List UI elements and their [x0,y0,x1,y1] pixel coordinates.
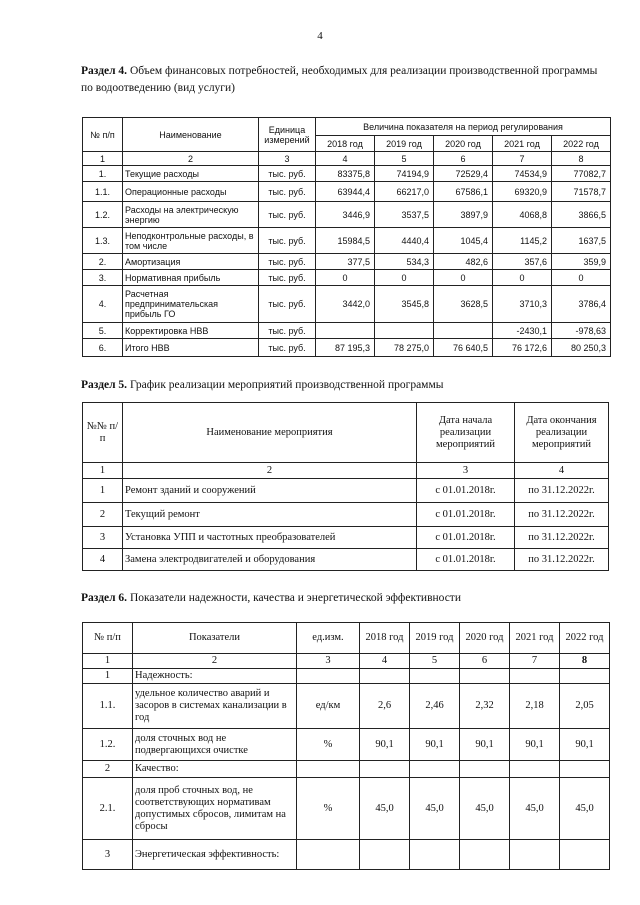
header-year: 2019 год [375,136,434,152]
row-value: 2,6 [360,684,410,729]
row-value: 357,6 [493,254,552,270]
table-row [83,761,610,778]
row-value: 45,0 [460,778,510,840]
header-year: 2022 год [560,623,610,654]
row-value: 2,32 [460,684,510,729]
row-start: с 01.01.2018г. [417,503,515,527]
row-value: 72529,4 [434,166,493,182]
row-unit: тыс. руб. [259,286,316,323]
col-number: 7 [493,152,552,166]
header-year: 2020 год [434,136,493,152]
row-name: Замена электродвигателей и оборудования [123,549,417,571]
row-name: Нормативная прибыль [123,270,259,286]
col-number: 2 [123,463,417,479]
row-name: Неподконтрольные расходы, в том числе [123,228,259,254]
row-value: 45,0 [410,778,460,840]
row-end: по 31.12.2022г. [515,549,609,571]
page-number: 4 [317,30,323,42]
header-name: Показатели [133,623,297,654]
header-num: № п/п [83,623,133,654]
row-num: 1.2. [83,202,123,228]
row-value [316,323,375,339]
row-value: 3442,0 [316,286,375,323]
table-row [83,527,609,549]
row-value: 67586,1 [434,182,493,202]
row-value [375,323,434,339]
row-value: 90,1 [460,729,510,761]
row-value [510,761,560,778]
row-name: Итого НВВ [123,339,259,357]
schedule-table [82,402,609,571]
table-row [83,339,611,357]
row-num: 4. [83,286,123,323]
row-value [560,840,610,870]
row-value: 45,0 [360,778,410,840]
col-number: 6 [434,152,493,166]
row-value: 77082,7 [552,166,611,182]
row-value: 4440,4 [375,228,434,254]
section6-heading [81,590,601,607]
row-value: 482,6 [434,254,493,270]
row-value [460,840,510,870]
section6-title: Показатели надежности, качества и энергетической эффективности [129,592,461,604]
row-start: с 01.01.2018г. [417,479,515,503]
row-name: доля проб сточных вод, не соответствующих нормативам допустимых сбросов, лимитам на сбросы [133,778,297,840]
header-num: № п/п [83,118,123,152]
table-row [83,182,611,202]
row-value: 83375,8 [316,166,375,182]
row-num: 3 [83,840,133,870]
col-number: 4 [360,654,410,669]
row-name: Текущий ремонт [123,503,417,527]
row-value [510,840,560,870]
col-number: 2 [123,152,259,166]
row-name: Надежность: [133,669,297,684]
column-numbers-row [83,463,609,479]
col-number: 8 [552,152,611,166]
row-value: 63944,4 [316,182,375,202]
section4-label: Раздел 4. [81,65,128,77]
row-value [410,669,460,684]
table-row [83,549,609,571]
row-value: 90,1 [410,729,460,761]
col-number: 2 [133,654,297,669]
row-value: 76 172,6 [493,339,552,357]
row-unit: % [297,729,360,761]
row-unit: ед/км [297,684,360,729]
col-number: 1 [83,654,133,669]
column-numbers-row [83,654,610,669]
col-number: 4 [515,463,609,479]
header-num: №№ п/п [83,403,123,463]
row-unit: тыс. руб. [259,166,316,182]
col-number: 3 [297,654,360,669]
row-value: 0 [552,270,611,286]
row-num: 4 [83,549,123,571]
row-unit: % [297,778,360,840]
row-value: 3628,5 [434,286,493,323]
col-number: 1 [83,152,123,166]
table-row [83,270,611,286]
row-unit: тыс. руб. [259,339,316,357]
header-year: 2021 год [510,623,560,654]
row-value [510,669,560,684]
row-num: 1.2. [83,729,133,761]
row-value: 74534,9 [493,166,552,182]
row-name: удельное количество аварий и засоров в системах канализации в год [133,684,297,729]
row-name: Расходы на электрическую энергию [123,202,259,228]
table-row [83,166,611,182]
row-value: 15984,5 [316,228,375,254]
table-row [83,669,610,684]
row-start: с 01.01.2018г. [417,527,515,549]
row-value: 45,0 [560,778,610,840]
row-end: по 31.12.2022г. [515,527,609,549]
col-number: 5 [375,152,434,166]
row-num: 1 [83,479,123,503]
row-value: 80 250,3 [552,339,611,357]
header-year: 2019 год [410,623,460,654]
row-unit: тыс. руб. [259,254,316,270]
col-number: 5 [410,654,460,669]
row-value: -2430,1 [493,323,552,339]
row-value: 3786,4 [552,286,611,323]
row-value: 78 275,0 [375,339,434,357]
table-row [83,254,611,270]
row-name: Расчетная предпринимательская прибыль ГО [123,286,259,323]
table-row [83,286,611,323]
row-value: 90,1 [360,729,410,761]
table-row [83,503,609,527]
row-unit: тыс. руб. [259,202,316,228]
row-value [560,669,610,684]
row-unit: тыс. руб. [259,228,316,254]
row-value: 1045,4 [434,228,493,254]
row-value: 2,46 [410,684,460,729]
row-unit: тыс. руб. [259,323,316,339]
row-value: 3545,8 [375,286,434,323]
table-row [83,684,610,729]
header-year: 2018 год [360,623,410,654]
row-value: 0 [375,270,434,286]
header-start: Дата начала реализации мероприятий [417,403,515,463]
row-value [360,669,410,684]
row-value: 3710,3 [493,286,552,323]
row-value: 0 [493,270,552,286]
table-row [83,479,609,503]
table-row [83,323,611,339]
col-number: 3 [259,152,316,166]
row-num: 1.1. [83,684,133,729]
col-number: 4 [316,152,375,166]
row-num: 2. [83,254,123,270]
header-period: Величина показателя на период регулирования [316,118,611,136]
row-value: 90,1 [560,729,610,761]
table-row [83,729,610,761]
col-number: 7 [510,654,560,669]
row-num: 1.1. [83,182,123,202]
row-value: 45,0 [510,778,560,840]
header-unit: ед.изм. [297,623,360,654]
row-value: 3446,9 [316,202,375,228]
header-year: 2018 год [316,136,375,152]
row-name: Качество: [133,761,297,778]
row-value: 69320,9 [493,182,552,202]
row-end: по 31.12.2022г. [515,479,609,503]
row-name: Текущие расходы [123,166,259,182]
row-value: 359,9 [552,254,611,270]
row-value: -978,63 [552,323,611,339]
row-num: 2 [83,761,133,778]
row-value: 1145,2 [493,228,552,254]
row-name: Операционные расходы [123,182,259,202]
row-unit [297,669,360,684]
row-value: 66217,0 [375,182,434,202]
column-numbers-row [83,152,611,166]
col-number: 6 [460,654,510,669]
financial-needs-table [82,117,611,357]
row-name: Ремонт зданий и сооружений [123,479,417,503]
section5-label: Раздел 5. [81,379,128,391]
row-value: 534,3 [375,254,434,270]
row-value [460,761,510,778]
row-name: Амортизация [123,254,259,270]
row-num: 2 [83,503,123,527]
row-unit [297,761,360,778]
header-year: 2021 год [493,136,552,152]
row-value: 0 [434,270,493,286]
row-name: доля сточных вод не подвергающихся очистке [133,729,297,761]
row-num: 2.1. [83,778,133,840]
header-year: 2020 год [460,623,510,654]
row-name: Установка УПП и частотных преобразователей [123,527,417,549]
row-num: 3. [83,270,123,286]
row-value [434,323,493,339]
header-year: 2022 год [552,136,611,152]
row-num: 6. [83,339,123,357]
section4-title: Объем финансовых потребностей, необходимых для реализации производственной программы по водоотведению (вид услуги) [81,65,598,94]
col-number: 1 [83,463,123,479]
row-value: 4068,8 [493,202,552,228]
row-value: 71578,7 [552,182,611,202]
row-unit: тыс. руб. [259,182,316,202]
header-unit: Единица измерений [259,118,316,152]
row-value [410,840,460,870]
row-name: Энергетическая эффективность: [133,840,297,870]
row-value: 74194,9 [375,166,434,182]
row-unit: тыс. руб. [259,270,316,286]
row-value: 3866,5 [552,202,611,228]
row-name: Корректировка НВВ [123,323,259,339]
row-unit [297,840,360,870]
row-num: 5. [83,323,123,339]
row-value: 1637,5 [552,228,611,254]
row-start: с 01.01.2018г. [417,549,515,571]
table-row [83,778,610,840]
row-value: 3897,9 [434,202,493,228]
section5-title: График реализации мероприятий производственной программы [129,379,444,391]
header-name: Наименование мероприятия [123,403,417,463]
row-value: 0 [316,270,375,286]
row-value: 76 640,5 [434,339,493,357]
row-num: 1.3. [83,228,123,254]
header-end: Дата окончания реализации мероприятий [515,403,609,463]
row-value: 90,1 [510,729,560,761]
row-value: 2,18 [510,684,560,729]
section5-heading [81,377,601,394]
section6-label: Раздел 6. [81,592,128,604]
indicators-table [82,622,610,870]
table-row [83,202,611,228]
row-value [410,761,460,778]
row-num: 1 [83,669,133,684]
row-value: 87 195,3 [316,339,375,357]
section4-heading [81,63,601,97]
row-value [360,840,410,870]
row-value [360,761,410,778]
table-row [83,228,611,254]
header-name: Наименование [123,118,259,152]
row-value [560,761,610,778]
table-row [83,840,610,870]
row-num: 1. [83,166,123,182]
row-value: 3537,5 [375,202,434,228]
col-number: 8 [560,654,610,669]
col-number: 3 [417,463,515,479]
row-value: 377,5 [316,254,375,270]
row-end: по 31.12.2022г. [515,503,609,527]
row-value: 2,05 [560,684,610,729]
row-value [460,669,510,684]
row-num: 3 [83,527,123,549]
